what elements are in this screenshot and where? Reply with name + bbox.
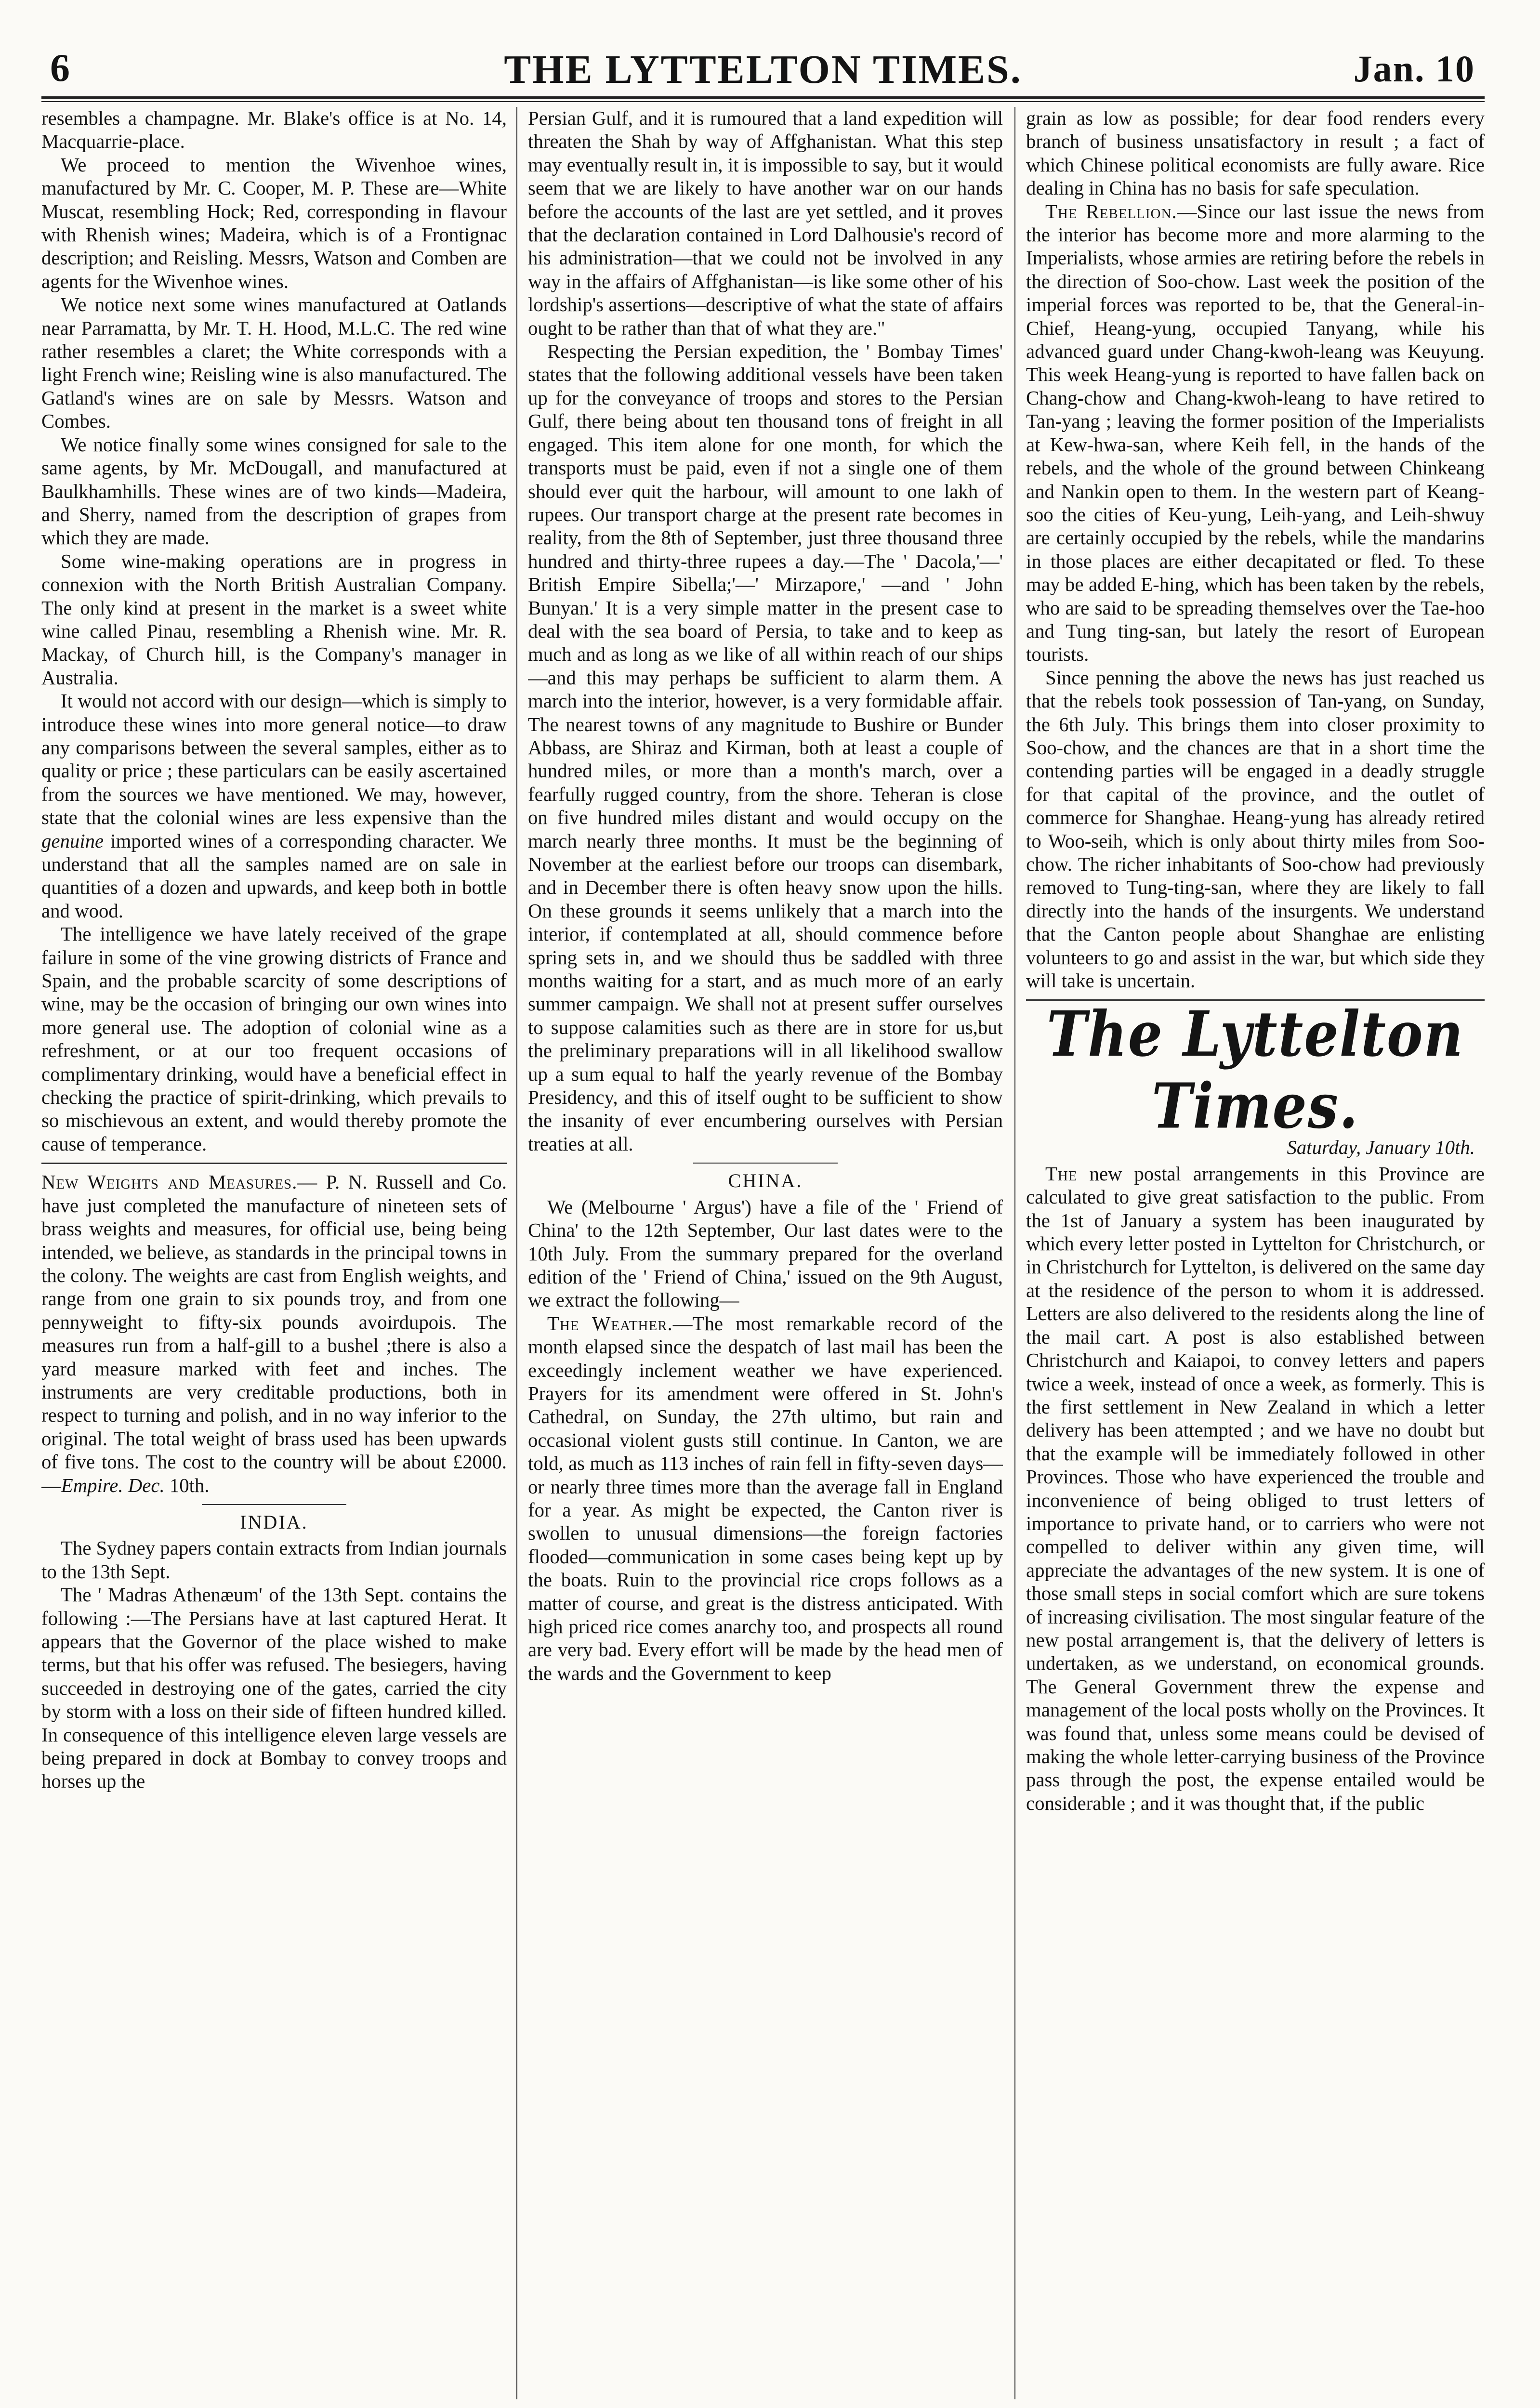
leader-masthead <box>1026 998 1485 1143</box>
leader-date: Saturday, January 10th. <box>1287 1137 1475 1159</box>
article-paragraph: The Sydney papers contain extracts from Indian journals to the 13th Sept. <box>41 1537 507 1583</box>
article-paragraph <box>41 690 507 923</box>
emphasis-text: genuine <box>41 830 104 852</box>
article-paragraph: Some wine-making operations are in progress in connexion with the North British Australian Company. The only kind at present in the market is a sweet white wine called Pinau, resembling a Rhenish wine. Mr. R. Mackay, of Church hill, is the Company's manager in Australia. <box>41 550 507 689</box>
section-rule <box>693 1163 838 1164</box>
text-run: —The most remarkable record of the month elapsed since the despatch of last mail has been the exceedingly inclement weather we have experienced. Prayers for its amendment were offered in St. John's Cathedral, on Sunday, the 27th ultimo, but rain and occasional violent gusts still continue. In Canton, we are told, as much as 113 inches of rain fell in fifty-seven days—or nearly three times more than the average fall in England for a year. As might be expected, the Canton river is swollen to unusual dimensions—the foreign factories flooded—communication in some cases being kept up by the boats. Ruin to the provincial rice crops follows as a matter of course, and great is the distress anticipated. With high priced rice comes anarchy too, and prospects all round are very bad. Every effort will be made by the head men of the wards and the Government to keep <box>528 1312 1003 1684</box>
text-run: new postal arrangements in this Province are calculated to give great satisfaction to the public. From the 1st of January a system has been inaugurated by which every letter posted in Lyttelton for Christchurch, or in Christchurch for Lyttelton, is delivered on the same day at the residence of the person to whom it is addressed. Letters are also delivered to the residents along the line of the mail cart. A post is also established between Christchurch and Kaiapoi, to convey letters and papers twice a week, instead of once a week, as formerly. This is the first settlement in New Zealand in which a letter delivery has been attempted ; and we have no doubt but that the example will be immediately followed in other Provinces. Those who have experienced the trouble and inconvenience of being obliged to trust letters of importance to private hand, or to carriers who were not compelled to deliver within any given time, will appreciate the advantages of the new system. It is one of those small steps in social comfort which are sure tokens of increasing civilisation. The most singular feature of the new postal arrangement is, that the delivery of letters is undertaken, as we understand, on economical grounds. The General Government threw the expense and management of the local posts wholly on the Provinces. It was found that, unless some means could be devised of making the whole letter-carrying business of the Province pass through the post, the expense entailed would be considerable ; and it was thought that, if the public <box>1026 1163 1485 1814</box>
section-header <box>41 1504 507 1534</box>
article-paragraph: Respecting the Persian expedition, the ' Bombay Times' states that the following additional vessels have been taken up for the conveyance of troops and stores to the Persian Gulf, there being about ten thousand tons of freight in all engaged. This item alone for one month, for which the transports must be paid, even if not a single one of them should ever quit the harbour, will amount to one lakh of rupees. Our transport charge at the present rate becomes in reality, from the 8th of September, just three thousand three hundred and thirty-three rupees a day.—The ' Dacola,'—' British Empire Sibella;'—' Mirzapore,' —and ' John Bunyan.' It is a very simple matter in the present case to deal with the sea board of Persia, to take and to keep as much and as long as we like of all within reach of our ships—and this may perhaps be sufficient to alarm them. A march into the interior, however, is a very formidable affair. The nearest towns of any magnitude to Bushire or Bunder Abbass, are Shiraz and Kirman, both at least a couple of hundred miles, or more than a month's march, over a fearfully rugged country, from the shore. Teheran is close on five hundred miles distant and would occupy on the march nearly three months. It must be the beginning of November at the earliest before our troops can disembark, and in December there is often heavy snow upon the hills. On these grounds it seems unlikely that a march into the interior, if contemplated at all, should commence before spring sets in, and we should thus be saddled with three months waiting for a start, and as much more of an early summer campaign. We shall not at present suffer ourselves to suppose calamities such as there are in store for us,but the preliminary preparations will in all likelihood swallow up a sum equal to half the yearly revenue of the Bombay Presidency, and this of itself ought to be sufficient to show the insanity of ever encumbering ourselves with Persian treaties at all. <box>528 340 1003 1155</box>
article-paragraph: Persian Gulf, and it is rumoured that a land expedition will threaten the Shah by way of Affghanistan. What this step may eventually result in, it is impossible to say, but it would seem that we are likely to have another war on our hands before the accounts of the last are yet settled, and it proves that the declaration contained in Lord Dalhousie's record of his administration—that we could not be involved in any way in the affairs of Affghanistan—is like some other of his lordship's assertions—descriptive of what the state of affairs ought to be rather than that of what they are." <box>528 107 1003 339</box>
article-paragraph: The intelligence we have lately received of the grape failure in some of the vine growing districts of France and Spain, and the probable scarcity of some descriptions of wine, may be the occasion of bringing our own wines into more general use. The adoption of colonial wine as a refreshment, or at our too frequent occasions of complimentary drinking, would have a beneficial effect in checking the practice of spirit-drinking, which prevails to so mischievous an extent, and would thereby promote the cause of temperance. <box>41 923 507 1155</box>
newspaper-title: THE LYTTELTON TIMES. <box>504 47 1022 92</box>
article-paragraph <box>528 1312 1003 1686</box>
article-paragraph: resembles a champagne. Mr. Blake's office is at No. 14, Macquarrie-place. <box>41 107 507 153</box>
article-paragraph: We proceed to mention the Wivenhoe wines, manufactured by Mr. C. Cooper, M. P. These are—White Muscat, resembling Hock; Red, corresponding in flavour with Rhenish wines; Madeira, which is of a Frontignac description; and Reisling. Messrs, Watson and Comben are agents for the Wivenhoe wines. <box>41 154 507 292</box>
masthead-rule-thin <box>41 101 1485 102</box>
column-divider <box>516 107 517 2399</box>
article-paragraph <box>41 1171 507 1497</box>
section-title: CHINA. <box>728 1170 803 1192</box>
subsection-heading: The Rebellion. <box>1045 200 1177 222</box>
article-paragraph: We (Melbourne ' Argus') have a file of the ' Friend of China' to the 12th September, Our last dates were to the 10th July. From the summary prepared for the overland edition of the ' Friend of China,' issued on the 9th August, we extract the following— <box>528 1196 1003 1311</box>
section-header <box>528 1163 1003 1192</box>
masthead <box>41 39 1485 96</box>
article-paragraph <box>1026 200 1485 667</box>
article-paragraph: We notice finally some wines consigned for sale to the same agents, by Mr. McDougall, and manufactured at Baulkhamhills. These wines are of two kinds—Madeira, and Sherry, named from the description of grapes from which they are made. <box>41 433 507 549</box>
section-heading: New Weights and Measures.— <box>41 1171 318 1193</box>
subsection-heading: The Weather. <box>547 1312 673 1335</box>
section-title: INDIA. <box>240 1511 308 1533</box>
text-run: 10th. <box>169 1474 210 1496</box>
lead-word: The <box>1045 1163 1078 1185</box>
issue-date: Jan. 10 <box>1353 48 1475 90</box>
masthead-rule <box>41 96 1485 99</box>
column-3 <box>1026 107 1485 2399</box>
article-paragraph <box>1026 1163 1485 1815</box>
article-paragraph: We notice next some wines manufactured at Oatlands near Parramatta, by Mr. T. H. Hood, M.L.C. The red wine rather resembles a claret; the White corresponds with a light French wine; Reisling wine is also manufactured. The Gatland's wines are on sale by Messrs. Watson and Combes. <box>41 294 507 432</box>
leader-title: The Lyttelton Times. <box>1047 998 1464 1143</box>
text-run: —Since our last issue the news from the interior has become more and more alarming to the Imperialists, whose armies are retiring before the rebels in the direction of Soo-chow. Last week the position of the imperial forces was reported to be, that the General-in-Chief, Heang-yung, occupied Tanyang, while his advanced guard under Chang-kwoh-leang was Keuyung. This week Heang-yung is reported to have fallen back on Chang-chow and Chang-kwoh-leang to have retired to Tan-yang ; leaving the former position of the Imperialists at Kew-hwa-san, where Keih fell, in the hands of the rebels, and the whole of the ground between Chinkeang and Nankin open to them. In the western part of Keang-soo the cities of Keu-yung, Leih-yang, and Leih-shwuy are certainly occupied by the rebels, while the mandarins in those places are either decapitated or fled. To these may be added E-hing, which has been taken by the rebels, who are said to be spreading themselves over the Tae-hoo and Tung ting-san, but lately the resort of European tourists. <box>1026 200 1485 666</box>
page-number: 6 <box>50 46 70 90</box>
text-run: P. N. Russell and Co. have just completed the manufacture of nineteen sets of brass weights and measures, for official use, being being intended, we believe, as standards in the principal towns in the colony. The weights are cast from English weights, and range from one grain to six pounds troy, and from one pennyweight to fifty-six pounds avoirdupois. The measures run from a half-gill to a bushel ;there is also a yard measure marked with feet and inches. The instruments are very creditable productions, both in respect to turning and polish, and in no way inferior to the original. The total weight of brass used has been upwards of five tons. The cost to the country will be about £2000.— <box>41 1171 507 1496</box>
article-paragraph: The ' Madras Athenæum' of the 13th Sept. contains the following :—The Persians have at last captured Herat. It appears that the Governor of the place wished to make terms, but that his offer was refused. The besiegers, having succeeded in destroying one of the gates, carried the city by storm with a loss on their side of fifteen hundred killed. In consequence of this intelligence eleven large vessels are being prepared in dock at Bombay to convey troops and horses up the <box>41 1584 507 1793</box>
article-paragraph: Since penning the above the news has just reached us that the rebels took possession of Tan-yang, on Sunday, the 6th July. This brings them into closer proximity to Soo-chow, and the chances are that in a short time the contending parties will be engaged in a deadly struggle for that capital of the province, and the outlet of commerce for Shanghae. Heang-yung has already retired to Woo-seih, which is only about thirty miles from Soo-chow. The richer inhabitants of Soo-chow had previously removed to Tung-ting-san, where they are likely to fall directly into the hands of the insurgents. We understand that the Canton people about Shanghae are enlisting volunteers to go and assist in the war, but which side they will take is uncertain. <box>1026 667 1485 992</box>
column-divider <box>1014 107 1015 2399</box>
text-run: imported wines of a corresponding character. We understand that all the samples named are on sale in quantities of a dozen and upwards, and keep both in bottle and wood. <box>41 830 507 922</box>
source-citation: Empire. Dec. <box>61 1474 165 1496</box>
column-1 <box>41 107 507 2399</box>
column-2 <box>528 107 1003 2399</box>
text-run: It would not accord with our design—which is simply to introduce these wines into more general notice—to draw any comparisons between the several samples, either as to quality or price ; these particulars can be easily ascertained from the sources we have mentioned. We may, however, state that the colonial wines are less expensive than the <box>41 690 507 829</box>
section-rule <box>41 1163 507 1164</box>
section-rule <box>202 1504 346 1505</box>
article-paragraph: grain as low as possible; for dear food renders every branch of business unsatisfactory in result ; a fact of which Chinese political economists are fully aware. Rice dealing in China has no basis for safe speculation. <box>1026 107 1485 199</box>
